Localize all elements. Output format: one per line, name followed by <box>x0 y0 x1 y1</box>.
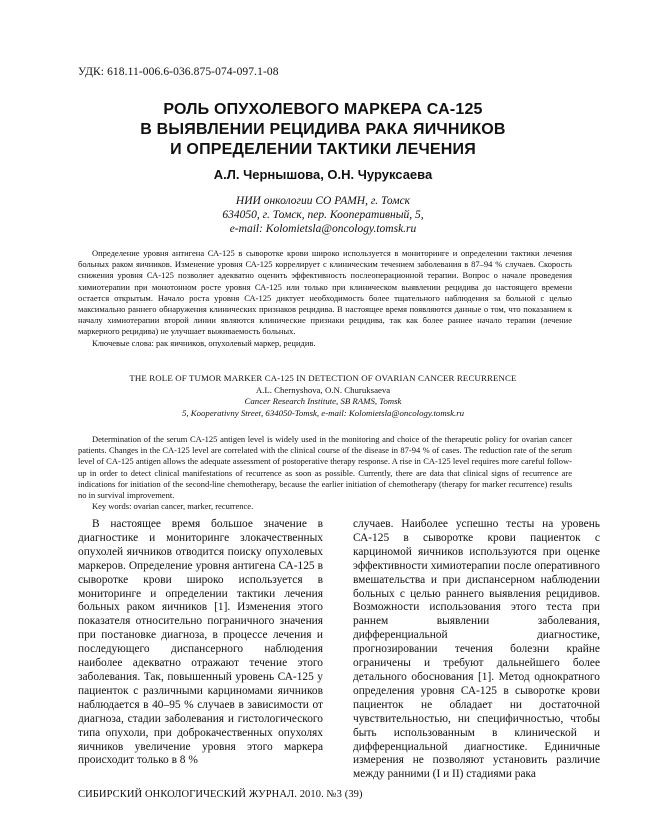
authors: А.Л. Чернышова, О.Н. Чуруксаева <box>213 167 433 182</box>
body-paragraph: В настоящее время большое значение в диагностике и мониторинге злокачественных опухолей яичников отводится поиску опухолевых маркеров. Определение уровня антигена СА-125 в сыворотке крови широко используется в мониторинге и определении тактики лечения больных раком яичников [1]. Изменения этого показателя относительно пограничного значения при постановке диагноза, в процессе лечения и последующего диспансерного наблюдения наиболее адекватно отражают течение этого заболевания. Так, повышенный уровень СА-125 у пациенток с различными карциномами яичников наблюдается в 40–95 % случаев в зависимости от диагноза, стадии заболевания и гистологического типа опухоли, при доброкачественных опухолях яичников увеличение уровня этого маркера происходит только в 8 % <box>78 518 323 767</box>
title-line: В ВЫЯВЛЕНИИ РЕЦИДИВА РАКА ЯИЧНИКОВ <box>140 121 506 138</box>
body-paragraph: случаев. Наиболее успешно тесты на уровень СА-125 в сыворотке крови пациенток с карциномой яичников используются при оценке эффективности химиотерапии после оперативного вмешательства и при диспансерном наблюдении больных с целью раннего выявления рецидивов. Возможности использования этого теста при раннем выявлении заболевания, дифференциальной диагностике, прогнозировании течения болезни крайне ограничены и требуют дальнейшего более детального обоснования [1]. Метод однократного определения уровня СА-125 в сыворотке крови пациенток не обладает ни достаточной чувствительностью, ни специфичностью, чтобы быть использованным в клинической и дифференциальной диагностике. Единичные измерения не позволяют установить различие между ранними (I и II) стадиями рака <box>353 518 600 781</box>
keywords-russian: Ключевые слова: рак яичников, опухолевый маркер, рецидив. <box>92 337 316 348</box>
udk-code: УДК: 618.11-006.6-036.875-074-097.1-08 <box>78 66 279 78</box>
english-address: 5, Kooperativny Street, 634050-Tomsk, e-mail: Kolomietsla@oncology.tomsk.ru <box>181 407 465 418</box>
title-line: И ОПРЕДЕЛЕНИИ ТАКТИКИ ЛЕЧЕНИЯ <box>170 141 476 158</box>
keywords-english: Key words: ovarian cancer, marker, recurrence. <box>92 501 254 512</box>
body-column-left <box>78 518 323 768</box>
title-line: РОЛЬ ОПУХОЛЕВОГО МАРКЕРА СА-125 <box>163 101 483 118</box>
article-title <box>60 100 586 160</box>
journal-footer: СИБИРСКИЙ ОНКОЛОГИЧЕСКИЙ ЖУРНАЛ. 2010. №3 (39) <box>78 789 363 800</box>
abstract-english <box>78 434 572 512</box>
abstract-text: Определение уровня антигена СА-125 в сыворотке крови широко используется в мониторинге и определении тактики лечения больных раком яичников. Изменение уровня СА-125 коррелирует с клиническим течением заболевания в 87–94 % случаев. Скорость снижения уровня СА-125 позволяет адекватно оценить эффективность послеоперационной терапии. Вопрос о начале проведения химиотерапии при монотонном росте уровня СА-125 или только при клиническом выявлении рецидива до настоящего времени остается открытым. Начало роста уровня СА-125 диктует необходимость более тщательного наблюдения за больной с целью максимально раннего обнаружения клинических признаков рецидива. В настоящее время появляются данные о том, что показанием к началу химиотерапии второй линии являются клинические признаки рецидива, так как более раннее начало терапии (лечение маркерного рецидива) не улучшает выживаемость больных. <box>78 248 572 337</box>
affiliation <box>60 194 586 236</box>
affiliation-line: 634050, г. Томск, пер. Кооперативный, 5, <box>222 209 424 221</box>
body-column-right <box>353 518 600 782</box>
english-title: THE ROLE OF TUMOR MARKER CA-125 IN DETECTION OF OVARIAN CANCER RECURRENCE <box>129 373 517 383</box>
abstract-text: Determination of the serum CA-125 antigen level is widely used in the monitoring and choice of the therapeutic policy for ovarian cancer patients. Changes in the CA-125 level are correlated with the clinical course of the disease in 87-94 % of cases. The reduction rate of the serum level of CA-125 antigen allows the adequate assessment of postoperative therapy response. A rise in CA-125 level requires more careful follow-up in order to detect clinical manifestations of recurrence as soon as possible. Currently, there are data that clinical signs of recurrence are indications for initiation of the second-line chemotherapy, because the earlier initiation of chemotherapy (therapy for marker recurrence) results no in survival improvement. <box>78 434 572 501</box>
english-header <box>60 373 586 419</box>
abstract-russian <box>78 248 572 349</box>
english-authors: A.L. Chernyshova, O.N. Churuksaeva <box>255 384 391 395</box>
affiliation-line: e-mail: Kolomietsla@oncology.tomsk.ru <box>229 223 417 235</box>
english-institute: Cancer Research Institute, SB RAMS, Tomsk <box>244 396 402 406</box>
affiliation-line: НИИ онкологии СО РАМН, г. Томск <box>235 195 411 207</box>
